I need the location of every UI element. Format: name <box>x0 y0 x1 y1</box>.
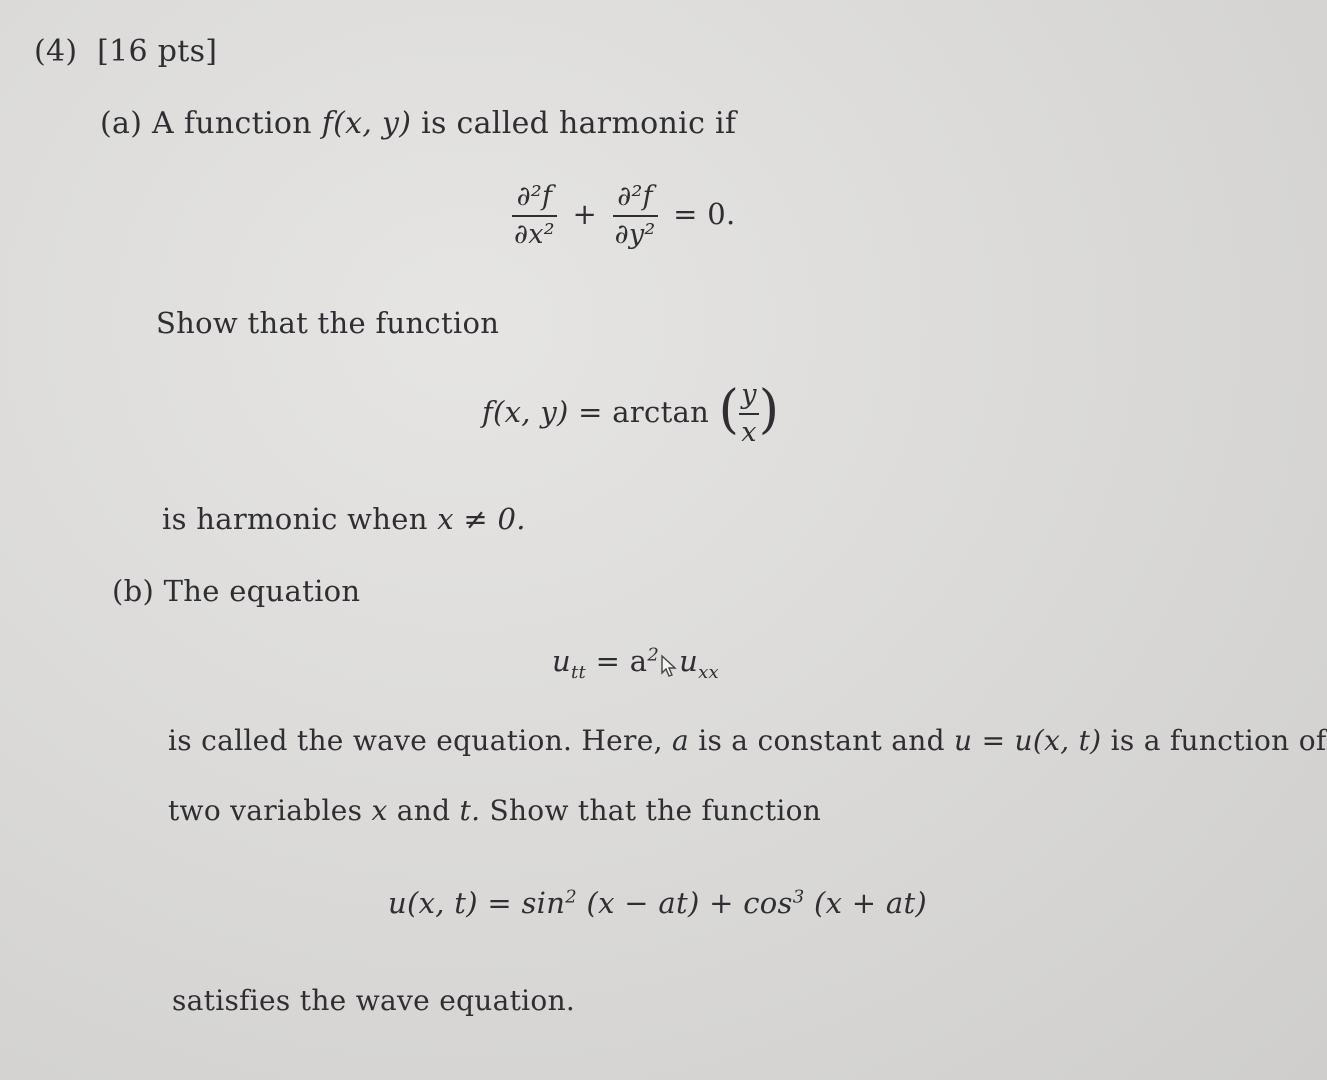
wave-solution-function: u(x, $t) = \sin^2 (x - at) + \cos^3 (x + at)$ <box>388 886 928 920</box>
fraction-d2f-dy2: $\frac{\text{∂²f}}{\text{∂y²}}$ <box>614 181 656 250</box>
part-a-intro: (a) A function f(x, y) is called harmonic if <box>100 106 737 141</box>
problem-points: [16 pts] <box>97 34 218 69</box>
wave-description-line1: is called the wave equation. Here, a is a constant and u = u(x, t) is a function of <box>168 724 1327 757</box>
problem-header <box>34 34 217 69</box>
fraction-y-over-x: $\frac{y}{x}$ <box>741 379 757 448</box>
harmonic-condition: is harmonic when x ≠ 0. <box>162 502 526 536</box>
problem-number: (4) <box>34 34 78 69</box>
fraction-d2f-dx2: $\frac{\text{∂²f}}{\text{∂x²}}$ <box>514 181 555 250</box>
part-b-intro: (b) The equation <box>112 574 361 608</box>
wave-equation: $u_{tt} = a^2$ $u_{xx}$ <box>552 644 719 683</box>
laplace-equation: $\frac{\text{∂²f}}{\text{∂x²}}$ + $\frac{\text{∂²f}}{\text{∂y²}}$ = 0. <box>514 181 736 250</box>
arctan-equation: f(x, y) = arctan ( $\frac{y}{x}$ ) <box>482 379 780 448</box>
wave-description-line2: two variables x and t. Show that the function <box>168 794 822 827</box>
mouse-cursor-icon <box>659 651 679 675</box>
part-a-label: (a) <box>100 106 143 141</box>
show-that-text: Show that the function <box>156 306 500 340</box>
final-statement: satisfies the wave equation. <box>172 984 576 1017</box>
function-name: f(x, y) <box>321 106 412 141</box>
part-b-label: (b) <box>112 574 155 608</box>
